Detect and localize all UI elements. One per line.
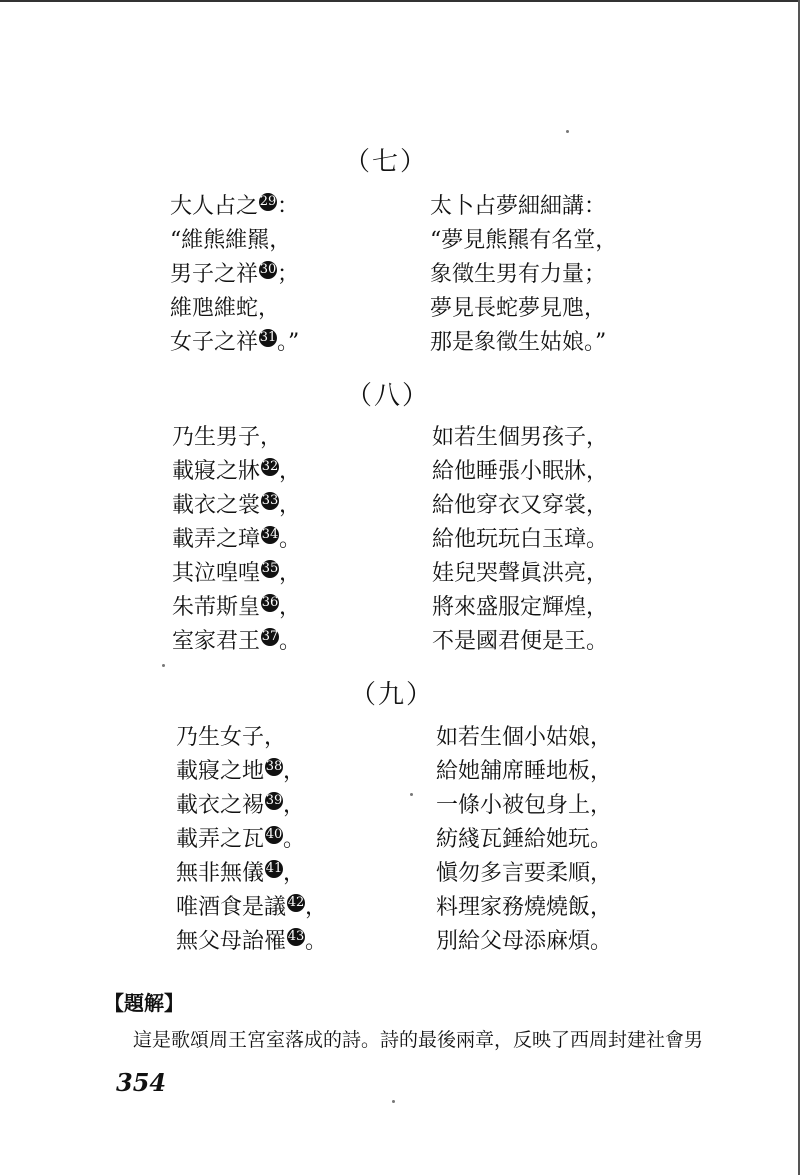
footnote-marker: 40: [265, 826, 283, 842]
scan-speck: [392, 1100, 395, 1103]
translation-line: 紡綫瓦錘給她玩。: [436, 827, 613, 852]
verse-line: 無非無儀 41，: [176, 860, 306, 886]
translation-line: 那是象徵生姑娘。”: [430, 330, 607, 355]
translation-line: 給她舖席睡地板，: [436, 759, 613, 784]
footnote-marker: 37: [261, 628, 279, 644]
footnote-marker: 39: [265, 792, 283, 808]
verse-line: 載弄之瓦 40。: [176, 826, 306, 852]
verse-line: 載寢之牀 32，: [172, 458, 302, 484]
verse-line: 唯酒食是議 42，: [176, 894, 328, 920]
translation-verse-8: [432, 421, 608, 659]
footnote-marker: 30: [259, 261, 277, 277]
footnote-marker: 42: [287, 894, 305, 910]
translation-line: 愼勿多言要柔順，: [436, 861, 613, 886]
verse-line: 無父母詒罹 43。: [176, 928, 328, 954]
explanation-heading: 【題解】: [104, 991, 184, 1015]
translation-line: 不是國君便是王。: [432, 629, 609, 654]
verse-line: 載衣之裳 33，: [172, 492, 302, 518]
verse-line: 朱芾斯皇 36，: [172, 594, 302, 620]
verse-line: “維熊維羆，: [170, 228, 292, 253]
section-title-9: （九）: [350, 680, 435, 710]
translation-line: “夢見熊羆有名堂，: [430, 228, 618, 253]
translation-line: 一條小被包身上，: [436, 793, 613, 818]
explanation-text: 這是歌頌周王宮室落成的詩。詩的最後兩章，反映了西周封建社會男: [133, 1029, 704, 1051]
page-number: 354: [116, 1068, 167, 1097]
verse-line: 乃生女子，: [176, 725, 287, 750]
translation-verse-7: [430, 190, 617, 360]
verse-line: 乃生男子，: [172, 425, 283, 450]
original-verse-9: [176, 721, 327, 959]
verse-line: 載弄之璋 34。: [172, 526, 302, 552]
scan-speck: [162, 664, 165, 667]
top-border: [0, 0, 800, 2]
verse-line: 女子之祥 31。”: [170, 329, 300, 355]
footnote-marker: 43: [287, 928, 305, 944]
translation-line: 料理家務燒燒飯，: [436, 895, 613, 920]
verse-line: 載寢之地 38，: [176, 758, 306, 784]
translation-line: 如若生個小姑娘，: [436, 725, 613, 750]
verse-line: 室家君王 37。: [172, 628, 302, 654]
translation-line: 將來盛服定輝煌，: [432, 595, 609, 620]
scan-speck: [566, 130, 569, 133]
footnote-marker: 31: [259, 329, 277, 345]
original-verse-8: [172, 421, 301, 659]
translation-line: 給他穿衣又穿裳，: [432, 493, 609, 518]
translation-line: 給他玩玩白玉璋。: [432, 527, 609, 552]
footnote-marker: 38: [265, 758, 283, 774]
verse-line: 大人占之 29：: [170, 193, 300, 219]
footnote-marker: 32: [261, 458, 279, 474]
scan-speck: [410, 793, 413, 796]
translation-line: 別給父母添麻煩。: [436, 929, 613, 954]
translation-line: 如若生個男孩子，: [432, 425, 609, 450]
verse-line: 男子之祥 30；: [170, 261, 300, 287]
footnote-marker: 35: [261, 560, 279, 576]
section-title-7: （七）: [344, 147, 429, 177]
footnote-marker: 29: [259, 193, 277, 209]
section-title-8: （八）: [346, 381, 431, 411]
footnote-marker: 36: [261, 594, 279, 610]
footnote-marker: 34: [261, 526, 279, 542]
translation-line: 象徵生男有力量；: [430, 262, 607, 287]
original-verse-7: [170, 190, 299, 360]
footnote-marker: 33: [261, 492, 279, 508]
translation-verse-9: [436, 721, 612, 959]
verse-line: 載衣之裼 39，: [176, 792, 306, 818]
footnote-marker: 41: [265, 860, 283, 876]
verse-line: 其泣喤喤 35，: [172, 560, 302, 586]
verse-line: 維虺維蛇，: [170, 296, 281, 321]
translation-line: 娃兒哭聲眞洪亮，: [432, 561, 609, 586]
translation-line: 給他睡張小眠牀，: [432, 459, 609, 484]
translation-line: 夢見長蛇夢見虺，: [430, 296, 607, 321]
translation-line: 太卜占夢細細講：: [430, 194, 607, 219]
